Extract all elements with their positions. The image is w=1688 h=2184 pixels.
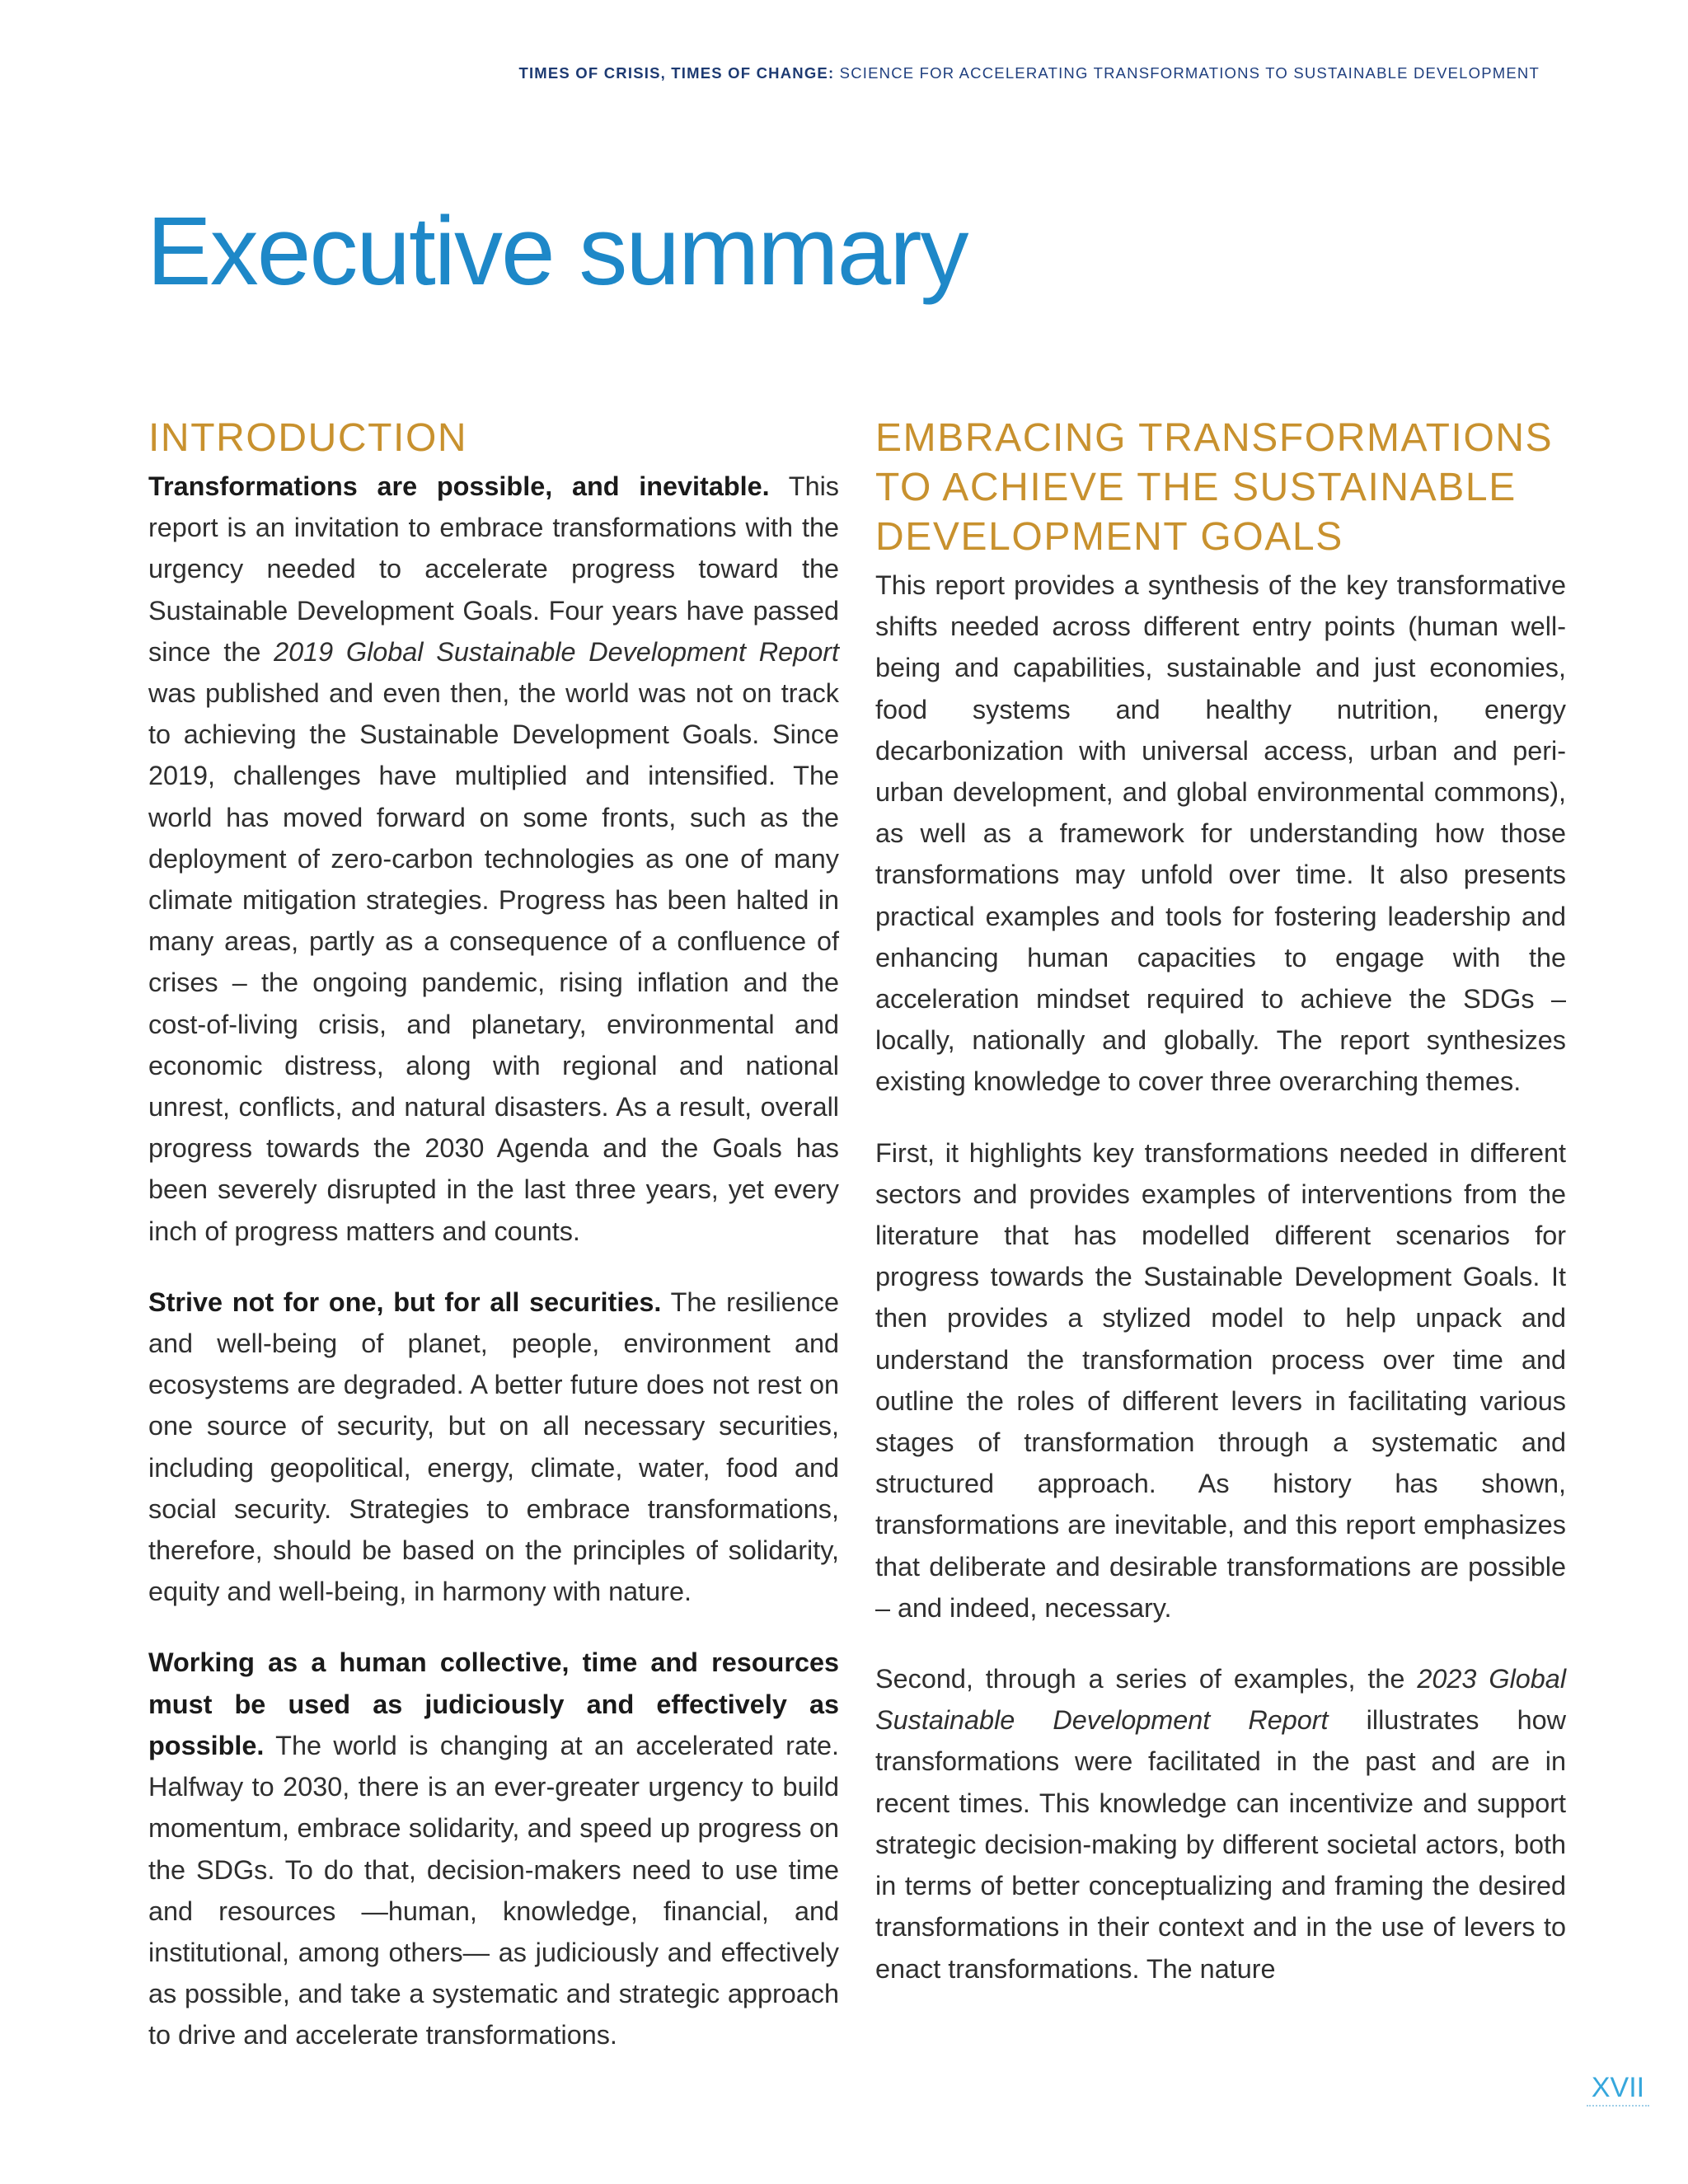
embracing-paragraph-1: This report provides a synthesis of the key transformative shifts needed across different entry points (human well-being and capabilities, sustainable and just economies, food systems and healthy nutrition, energy decarbonization with universal access, urban and peri-urban development, and global environmental commons), as well as a framework for understanding how those transformations may unfold over time. It also presents practical examples and tools for fostering leadership and enhancing human capacities to engage with the acceleration mindset required to achieve the SDGs – locally, nationally and globally. The report synthesizes existing knowledge to cover three overarching themes. <box>875 570 1566 1097</box>
paragraph-text: The resilience and well-being of planet, people, environment and ecosystems are degraded. A better future does not rest on one source of security, but on all necessary securities, including geopolitical, energy, climate, water, food and social security. Strategies to embrace transformations, therefore, should be based on the principles of solidarity, equity and well-being, in harmony with nature. <box>148 1286 839 1607</box>
paragraph-text: illustrates how transformations were facilitated in the past and are in recent times. This knowledge can incentivize and support strategic decision-making by different societal actors, both in terms of better conceptualizing and framing the desired transformations in their context and in the use of levers to enact transformations. The nature <box>875 1705 1567 1984</box>
left-column <box>148 414 839 2086</box>
introduction-paragraph-3 <box>148 1642 839 2055</box>
running-header-title: SCIENCE FOR ACCELERATING TRANSFORMATIONS TO SUSTAINABLE DEVELOPMENT <box>839 64 1540 82</box>
report-title-italic: 2019 Global Sustainable Development Report <box>274 636 839 667</box>
introduction-paragraph-1 <box>148 466 839 1252</box>
embracing-paragraph-2: First, it highlights key transformations needed in different sectors and provides examples of interventions from the literature that has modelled different scenarios for progress towards the Sustainable Development Goals. It then provides a stylized model to help unpack and understand the transformation process over time and outline the roles of different levers in facilitating various stages of transformation through a systematic and structured approach. As history has shown, transformations are inevitable, and this report emphasizes that deliberate and desirable transformations are possible – and indeed, necessary. <box>875 1137 1566 1623</box>
page-title: Executive summary <box>147 197 968 306</box>
paragraph-lead: Strive not for one, but for all securities. <box>148 1286 662 1317</box>
paragraph-text: was published and even then, the world was not on track to achieving the Sustainable Development Goals. Since 2019, challenges have multiplied and intensified. The world has moved forward on some fronts, such as the deployment of zero-carbon technologies as one of many climate mitigation strategies. Progress has been halted in many areas, partly as a consequence of a confluence of crises – the ongoing pandemic, rising inflation and the cost-of-living crisis, and planetary, environmental and economic distress, along with regional and national unrest, conflicts, and natural disasters. As a result, overall progress towards the 2030 Agenda and the Goals has been severely disrupted in the last three years, yet every inch of progress matters and counts. <box>148 678 839 1246</box>
page-number: XVII <box>1587 2073 1649 2107</box>
embracing-paragraph-3 <box>875 1658 1566 1990</box>
paragraph-text: Second, through a series of examples, the <box>875 1664 1405 1694</box>
introduction-heading: INTRODUCTION <box>148 416 468 460</box>
running-header <box>518 64 1540 82</box>
report-title-italic: 2023 Global Sustainable Development Report <box>875 1664 1567 1736</box>
running-header-series: TIMES OF CRISIS, TIMES OF CHANGE: <box>518 64 835 82</box>
paragraph-text: The world is changing at an accelerated rate. Halfway to 2030, there is an ever-greater urgency to build momentum, embrace solidarity, and speed up progress on the SDGs. To do that, decision-makers need to use time and resources —human, knowledge, financial, and institutional, among others— as judiciously and effectively as possible, and take a systematic and strategic approach to drive and accelerate transformations. <box>148 1730 839 2050</box>
paragraph-text: This report is an invitation to embrace transformations with the urgency needed to accelerate progress toward the Sustainable Development Goals. Four years have passed since the <box>148 471 839 667</box>
paragraph-lead: Transformations are possible, and inevitable. <box>148 471 770 501</box>
right-column <box>875 414 1566 2019</box>
introduction-paragraph-2 <box>148 1282 839 1613</box>
paragraph-lead: Working as a human collective, time and resources must be used as judiciously and effectively as possible. <box>148 1647 839 1760</box>
embracing-transformations-heading: EMBRACING TRANSFORMATIONS TO ACHIEVE THE SUSTAINABLE DEVELOPMENT GOALS <box>875 416 1554 559</box>
